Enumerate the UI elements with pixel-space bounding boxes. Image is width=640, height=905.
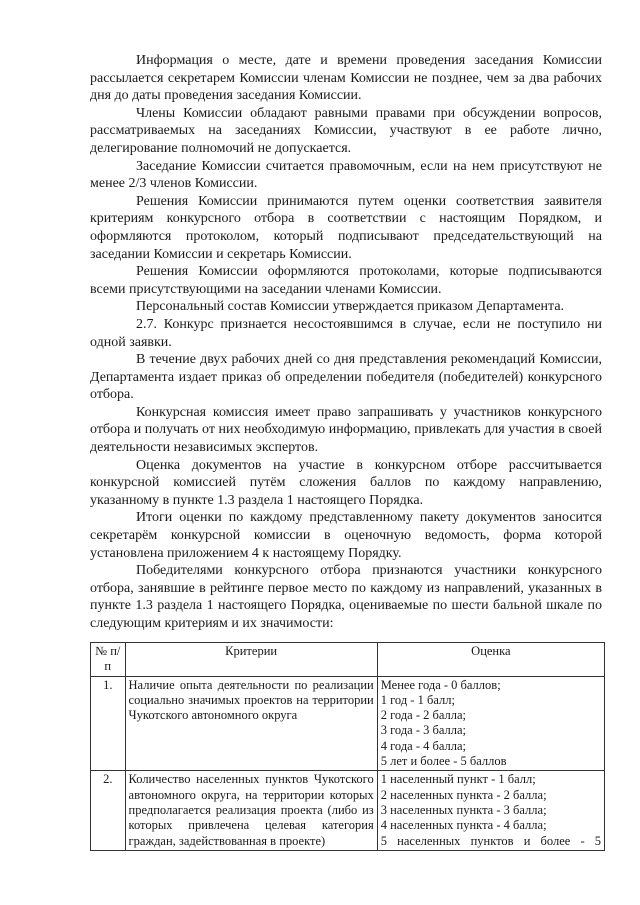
score-line: 2 населенных пункта - 2 балла; — [380, 787, 547, 802]
paragraph-quorum: Заседание Комиссии считается правомочным, если на нем присутствуют не менее 2/3 членов Комиссии. — [90, 158, 602, 192]
score-line: 1 населенный пункт - 1 балл; — [380, 772, 536, 787]
header-criteria: Критерии — [125, 643, 377, 677]
paragraph-decisions-signed: Решения Комиссии оформляются протоколами, которые подписываются всеми присутствующими на заседании членами Комиссии. — [90, 264, 602, 297]
paragraph-decisions-protocol: Решения Комиссии принимаются путем оценки соответствия заявителя критериям конкурсного отбора в соответствии с настоящим Порядком, и оформляются протоколом, который подписывают председательствующий на заседании Комиссии и секретарь Комиссии. — [90, 193, 602, 262]
header-number: № п/п — [91, 643, 126, 677]
score-line: Менее года - 0 баллов; — [380, 677, 501, 692]
criteria-table — [90, 642, 605, 851]
document-body — [90, 52, 602, 633]
paragraph-winner-order: В течение двух рабочих дней со дня представления рекомендаций Комиссии, Департамента издает приказ об определении победителя (победителей) конкурсного отбора. — [90, 352, 602, 403]
score-line: 5 лет и более - 5 баллов — [380, 754, 507, 769]
row-scores — [377, 676, 604, 771]
paragraph-2-7: 2.7. Конкурс признается несостоявшимся в случае, если не поступило ни одной заявки. — [90, 316, 602, 350]
paragraph-results: Итоги оценки по каждому представленному пакету документов заносится секретарём конкурсной комиссии в оценочную ведомость, форма которой установлена приложением 4 к настоящему Порядку. — [90, 510, 602, 561]
paragraph-members-rights: Члены Комиссии обладают равными правами при обсуждении вопросов, рассматриваемых на заседаниях Комиссии, участвуют в ее работе лично, делегирование полномочий не допускается. — [90, 105, 602, 156]
table-row — [91, 771, 605, 850]
row-criteria: Наличие опыта деятельности по реализации социально значимых проектов на территории Чукотского автономного округа — [125, 676, 377, 771]
paragraph-meeting-info: Информация о месте, дате и времени проведения заседания Комиссии рассылается секретарем Комиссии членам Комиссии не позднее, чем за два рабочих дня до даты проведения заседания Комиссии. — [90, 53, 602, 104]
row-criteria: Количество населенных пунктов Чукотского автономного округа, на территории которых предполагается реализация проекта (либо из которых привлечена целевая категория граждан, задействованная в проекте) — [125, 771, 377, 850]
paragraph-evaluation: Оценка документов на участие в конкурсном отборе рассчитывается конкурсной комиссией путём сложения баллов по каждому направлению, указанному в пункте 1.3 раздела 1 настоящего Порядка. — [90, 457, 602, 508]
score-line: 3 населенных пункта - 3 балла; — [380, 802, 547, 817]
row-scores — [377, 771, 604, 850]
score-line: 4 года - 4 балла; — [380, 738, 467, 753]
score-line: 2 года - 2 балла; — [380, 708, 467, 723]
score-line: 3 года - 3 балла; — [380, 723, 467, 738]
header-score: Оценка — [377, 643, 604, 677]
table-header-row — [91, 643, 605, 677]
paragraph-winners: Победителями конкурсного отбора признаются участники конкурсного отбора, занявшие в рейтинге первое место по каждому из направлений, указанных в пункте 1.3 раздела 1 настоящего Порядка, оцениваемые по шести бальной шкале по следующим критериям и их значимости: — [90, 563, 602, 631]
score-line: 1 год - 1 балл; — [380, 692, 455, 707]
row-number: 2. — [91, 771, 126, 850]
table-row — [91, 676, 605, 771]
paragraph-commission-rights: Конкурсная комиссия имеет право запрашивать у участников конкурсного отбора и получать от них необходимую информацию, привлекать для участия в своей деятельности независимых экспертов. — [90, 404, 602, 456]
row-number: 1. — [91, 676, 126, 771]
score-line: 4 населенных пункта - 4 балла; — [380, 818, 547, 833]
paragraph-composition: Персональный состав Комиссии утверждается приказом Департамента. — [136, 299, 565, 315]
score-line: 5 населенных пунктов и более - 5 — [380, 833, 601, 848]
